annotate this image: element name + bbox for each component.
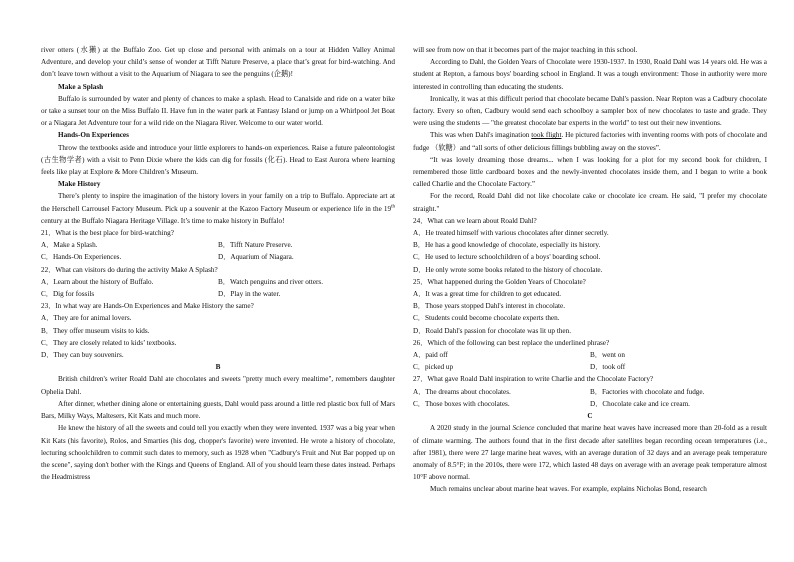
q23-option-c: C．They are closely related to kids’ textbooks.: [41, 338, 177, 347]
q22-option-b: B．Watch penguins and river otters.: [218, 277, 324, 286]
q27-option-d: D．Chocolate cake and ice cream.: [590, 399, 690, 408]
r-paragraph-1: According to Dahl, the Golden Years of Chocolate were 1930-1937. In 1930, Roald Dahl was 14 years old. He was a student at Repton, a famous boys' boarding school in England. It was a tough environment: Those in authority were more interested in controlling than educating the students.: [413, 58, 767, 91]
q21-options-row-1: [41, 239, 395, 251]
question-25: 25．What happened during the Golden Years of Chocolate?: [413, 277, 586, 286]
heading-hands-on: Hands-On Experiences: [58, 131, 129, 140]
q21-option-a: A．Make a Splash.: [41, 241, 98, 250]
q24-option-d: D．He only wrote some books related to the history of chocolate.: [413, 265, 603, 274]
q21-option-b: B．Tifft Nature Preserve.: [218, 241, 293, 250]
section-b-label: B: [215, 363, 221, 372]
q22-option-d: D．Play in the water.: [218, 290, 281, 299]
q22-option-a: A．Learn about the history of Buffalo.: [41, 277, 154, 286]
q27-option-c: C．Those boxes with chocolates.: [413, 399, 510, 408]
r-paragraph-4: “It was lovely dreaming those dreams... when I was looking for a plot for my second book for children, I remembered those little cardboard boxes and the newly-invented chocolates inside them, and I began to write a book called Charlie and the Chocolate Factory.”: [413, 155, 767, 189]
q21-option-d: D．Aquarium of Niagara.: [218, 253, 294, 262]
q26-option-a: A．paid off: [413, 351, 448, 360]
q21-options-row-2: [41, 251, 395, 263]
r-paragraph-2: Ironically, it was at this difficult period that chocolate became Dahl's passion. Near Repton was a Cadbury chocolate factory. Every so often, Cadbury would send each schoolboy a sampler box of new chocolates to taste and grade. They were using the students — "the greatest chocolate bar experts in the world" to test out their new inventions.: [413, 94, 767, 128]
intro-paragraph: river otters (水獭) at the Buffalo Zoo. Get up close and personal with animals on a tour at Hidden Valley Animal Adventure, and develop your child’s sense of wonder at Tifft Nature Preserve, a place that’s great for bird-watching. And don’t leave town without a visit to the Aquarium of Niagara to see the penguins (企鹅)!: [41, 46, 395, 79]
q23-option-d: D．They can buy souvenirs.: [41, 351, 124, 360]
underlined-phrase: took flight: [531, 131, 562, 140]
q26-options-row-1: [413, 349, 767, 361]
q26-options-row-2: [413, 361, 767, 373]
q25-option-b: B．Those years stopped Dahl's interest in chocolate.: [413, 302, 565, 311]
q24-option-c: C．He used to lecture schoolchildren of a boys' boarding school.: [413, 253, 601, 262]
question-26: 26．Which of the following can best replace the underlined phrase?: [413, 338, 610, 347]
q27-options-row-2: [413, 398, 767, 410]
q26-option-b: B．went on: [590, 351, 625, 360]
r-paragraph-0: will see from now on that it becomes part of the major teaching in this school.: [413, 46, 638, 54]
handson-paragraph: Throw the textbooks aside and introduce your little explorers to hands-on experiences. Raise a future paleontologist (古生物学者) with a visit to Penn Dixie where the kids can dig for fossils (化石). Head to East Aurora where learning feels like play at Explore & More Children’s Museum.: [41, 143, 395, 177]
q21-option-c: C．Hands-On Experiences.: [41, 253, 122, 262]
b-paragraph-1: British children's writer Roald Dahl ate chocolates and sweets "pretty much every mealtime", remembers daughter Ophelia Dahl.: [41, 375, 395, 396]
q23-option-a: A．They are for animal lovers.: [41, 314, 132, 323]
heading-make-history: Make History: [58, 180, 101, 189]
splash-paragraph: Buffalo is surrounded by water and plenty of chances to make a splash. Head to Canalside and ride on a water bike or take a sunset tour on the Miss Buffalo II. Have fun in the water park at Fantasy Island or jump on a Whirlpool Jet Boat or a Niagara Jet Adventure tour for a wild ride on the Niagara River. Welcome to our water world.: [41, 94, 395, 128]
q22-option-c: C．Dig for fossils: [41, 290, 95, 299]
q26-option-c: C．picked up: [413, 363, 454, 372]
question-23: 23．In what way are Hands-On Experiences and Make History the same?: [41, 302, 254, 311]
r-paragraph-3: This was when Dahl's imagination took flight. He pictured factories with inventing rooms with pots of chocolate and fudge （软糖）and “all sorts of other delicious fillings bubbling away on the stoves”.: [413, 131, 767, 152]
q27-option-a: A．The dreams about chocolates.: [413, 387, 511, 396]
q25-option-c: C．Students could become chocolate experts then.: [413, 314, 560, 323]
q24-option-b: B．He has a good knowledge of chocolate, especially its history.: [413, 241, 601, 250]
q27-option-b: B．Factories with chocolate and fudge.: [590, 387, 705, 396]
left-column: [41, 44, 395, 483]
q22-options-row-1: [41, 276, 395, 288]
b-paragraph-3: He knew the history of all the sweets and could tell you exactly when they were invented. 1937 was a big year when Kit Kats (his favorite), Rolos, and Smarties (his dog, chopper's favorite) were invented. He wrote a history of chocolate, lecturing schoolchildren to commit such dates to memory, such as 1928 when "Cadbury's Fruit and Nut Bar popped up on the scene", saying don't bother with the Kings and Queens of England. All of you should learn these dates instead. Perhaps the Headmistress: [41, 424, 395, 482]
q23-option-b: B．They offer museum visits to kids.: [41, 326, 150, 335]
question-27: 27．What gave Roald Dahl inspiration to write Charlie and the Chocolate Factory?: [413, 375, 654, 384]
section-c-label: C: [587, 412, 593, 421]
question-21: 21．What is the best place for bird-watching?: [41, 229, 174, 238]
heading-make-a-splash: Make a Splash: [58, 82, 104, 91]
q25-option-d: D．Roald Dahl's passion for chocolate was lit up then.: [413, 326, 571, 335]
q24-option-a: A．He treated himself with various chocolates after dinner secretly.: [413, 229, 609, 238]
question-24: 24．What can we learn about Roald Dahl?: [413, 216, 537, 225]
q27-options-row-1: [413, 386, 767, 398]
question-22: 22．What can visitors do during the activity Make A Splash?: [41, 265, 218, 274]
history-paragraph: There’s plenty to inspire the imagination of the history lovers in your family on a trip to Buffalo. Appreciate art at the Herschell Carrousel Factory Museum. Pick up a souvenir at the Kazoo Factory Museum or experience life in the 19th century at the Buffalo Niagara Heritage Village. It’s time to make history in Buffalo!: [41, 192, 395, 225]
q22-options-row-2: [41, 288, 395, 300]
q25-option-a: A．It was a great time for children to get educated.: [413, 290, 562, 299]
c-paragraph-2: Much remains unclear about marine heat waves. For example, explains Nicholas Bond, research: [430, 485, 707, 494]
c-paragraph-1: A 2020 study in the journal Science concluded that marine heat waves have increased more than 20-fold as a result of climate warming. The authors found that in the first decade after satellites began recording ocean temperatures (i.e., after 1981), there were 27 large marine heat waves, with an average duration of 32 days and an average peak temperature anomaly of 8.5°F; in the 2010s, there were 172, which lasted 48 days on average with an average peak temperature almost 10°F above normal.: [413, 424, 767, 482]
b-paragraph-2: After dinner, whether dining alone or entertaining guests, Dahl would pass around a little red plastic box full of Mars Bars, Milky Ways, Maltesers, Kit Kats and much more.: [41, 399, 395, 421]
right-column: [413, 44, 767, 496]
q26-option-d: D．took off: [590, 363, 626, 372]
r-paragraph-5: For the record, Roald Dahl did not like chocolate cake or chocolate ice cream. He said, "I prefer my chocolate straight.": [413, 192, 767, 213]
